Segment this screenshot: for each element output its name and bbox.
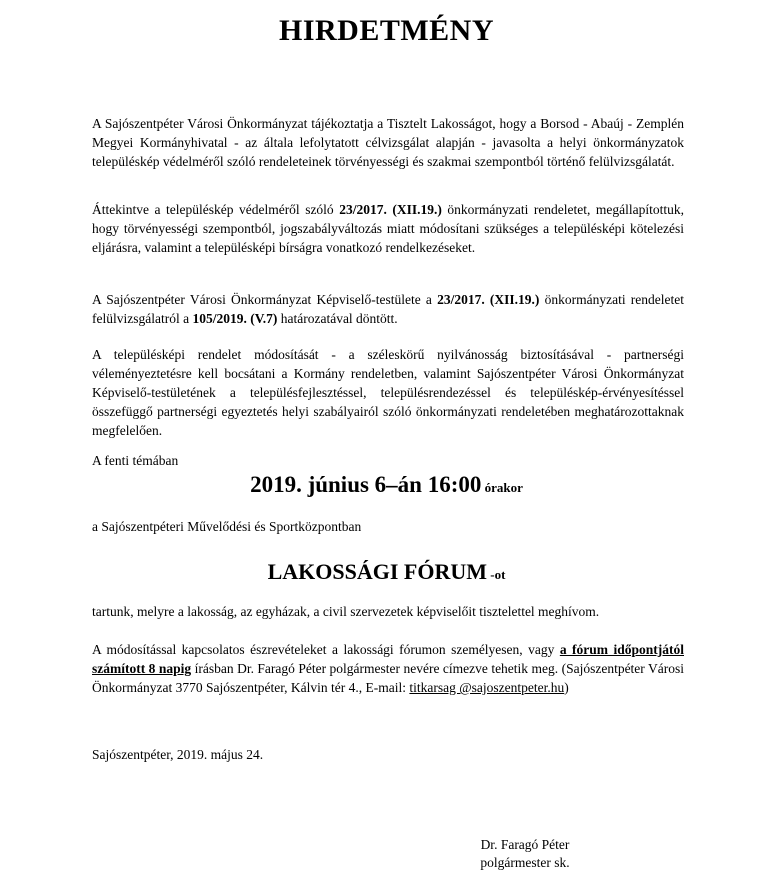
email-link[interactable]: titkarsag @sajoszentpeter.hu [409,680,565,695]
decision-text-end: határozatával döntött. [277,311,398,326]
forum-title: LAKOSSÁGI FÓRUM [267,559,487,584]
signatory-role: polgármester sk. [480,855,570,870]
comments-text-middle: írásban Dr. Faragó Péter polgármester nevére címezve tehetik meg. (Sajószentpéter Városi Önkormányzat 3770 Sajószentpéter, Kálvin tér 4., E-mail: [92,661,684,695]
regulation-number: 23/2017. (XII.19.) [339,202,442,217]
deadline-text: a fórum időpontjától számított 8 napig [92,642,684,676]
review-text-end: önkormányzati rendeletet, megállapítottuk, hogy törvényességi szempontból, jogszabályváltozás miatt módosítani szükséges a településképi kötelezési eljárásra, valamint a településképi bírságra vonatkozó rendelkezéseket. [92,202,685,255]
paragraph-comments [92,640,684,697]
paragraph-decision [92,290,684,328]
decision-text-middle: önkormányzati rendeletet felülvizsgálatról a [92,292,685,326]
comments-text-end: ) [564,680,569,695]
page-title: HIRDETMÉNY [278,14,494,47]
paragraph-consultation: A településképi rendelet módosítását - a széleskörű nyilvánosság biztosításával - partnerségi véleményeztetésre kell bocsátani a Kormány rendeletben, valamint Sajószentpéter Városi Önkormányzat Képviselő-testületének a településfejlesztéssel, településrendezéssel és településkép-érvényesítéssel összefüggő partnerségi egyeztetés helyi szabályairól szóló önkormányzati rendeletében meghatározottaknak megfelelően. [92,347,684,438]
resolution-number: 105/2019. (V.7) [192,311,278,326]
paragraph-review [92,200,684,257]
event-date-suffix: órakor [481,480,523,495]
decision-text-start: A Sajószentpéter Városi Önkormányzat Képviselő-testülete a [92,292,438,307]
decision-regulation-number: 23/2017. (XII.19.) [437,292,540,307]
event-date: 2019. június 6–án 16:00 [250,472,482,497]
event-datetime [0,472,773,498]
event-venue: a Sajószentpéteri Művelődési és Sportközpontban [92,519,362,534]
comments-text-start: A módosítással kapcsolatos észrevételeket a lakossági fórumon személyesen, vagy [92,642,560,657]
signature-block [458,836,592,872]
paragraph-intro: A Sajószentpéter Városi Önkormányzat tájékoztatja a Tisztelt Lakosságot, hogy a Borsod - Abaúj - Zemplén Megyei Kormányhivatal - az általa lefolytatott célvizsgálat alapján - javasolta a helyi önkormányzatok településkép védelméről szóló rendeleteinek törvényességi és szakmai szempontból történő felülvizsgálatát. [92,116,684,169]
paragraph-topic-intro: A fenti témában [92,453,179,468]
paragraph-invitation: tartunk, melyre a lakosság, az egyházak, a civil szervezetek képviselőit tisztelettel meghívom. [92,604,600,619]
place-and-date: Sajószentpéter, 2019. május 24. [92,747,264,762]
signatory-name: Dr. Faragó Péter [480,837,570,852]
forum-title-suffix: -ot [487,567,506,582]
review-text-start: Áttekintve a településkép védelméről szóló [92,202,340,217]
forum-heading [0,559,773,585]
